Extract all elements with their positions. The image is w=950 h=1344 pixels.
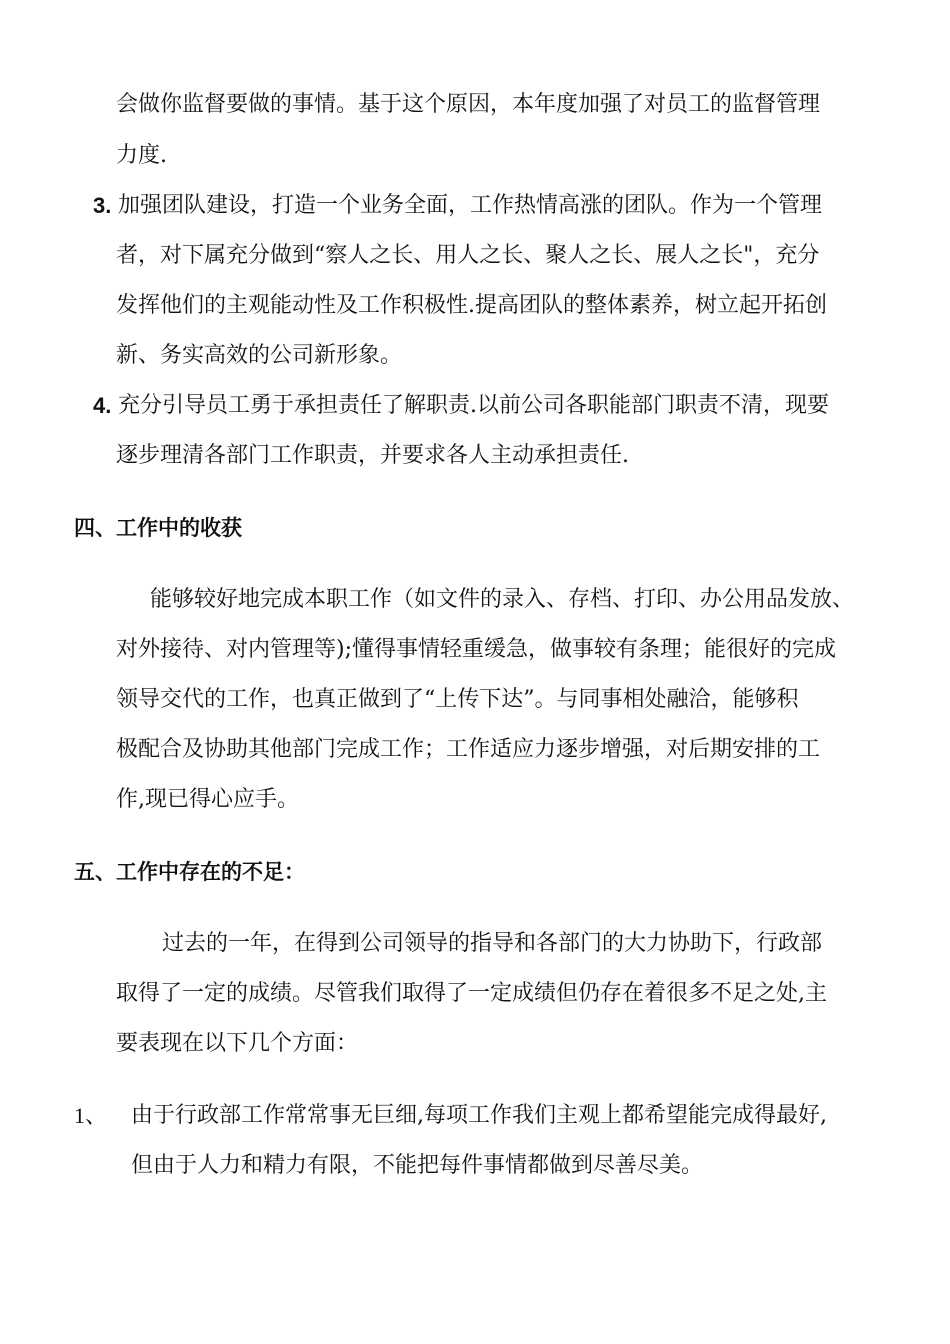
paragraph-line: 领导交代的工作，也真正做到了“上传下达”。与同事相处融洽，能够积: [116, 687, 799, 712]
paragraph-line: 对外接待、对内管理等);懂得事情轻重缓急，做事较有条理；能很好的完成: [116, 637, 836, 662]
list-number: 4.: [93, 393, 112, 418]
paragraph-line: 力度.: [116, 143, 167, 168]
section-heading: 四、工作中的收获: [74, 516, 242, 540]
list-item-line: 加强团队建设，打造一个业务全面，工作热情高涨的团队。作为一个管理: [118, 193, 823, 218]
paragraph-line: 取得了一定的成绩。尽管我们取得了一定成绩但仍存在着很多不足之处,主: [116, 981, 827, 1006]
paragraph-line: 作,现已得心应手。: [116, 787, 299, 812]
list-item-line: 新、务实高效的公司新形象。: [116, 343, 403, 368]
paragraph-line: 会做你监督要做的事情。基于这个原因，本年度加强了对员工的监督管理: [116, 92, 821, 117]
list-number: 1、: [74, 1103, 108, 1128]
list-item-line: 者，对下属充分做到“察人之长、用人之长、聚人之长、展人之长"，充分: [116, 243, 820, 268]
paragraph-line: 极配合及协助其他部门完成工作；工作适应力逐步增强，对后期安排的工: [116, 737, 821, 762]
list-item-line: 发挥他们的主观能动性及工作积极性.提高团队的整体素养，树立起开拓创: [116, 293, 827, 318]
section-heading: 五、工作中存在的不足：: [74, 860, 305, 884]
list-item-line: 充分引导员工勇于承担责任了解职责.以前公司各职能部门职责不清，现要: [118, 393, 829, 418]
list-item-line: 逐步理清各部门工作职责，并要求各人主动承担责任.: [116, 443, 629, 468]
list-item-line: 由于行政部工作常常事无巨细,每项工作我们主观上都希望能完成得最好,: [131, 1103, 827, 1128]
list-number: 3.: [93, 193, 112, 218]
paragraph-line: 能够较好地完成本职工作（如文件的录入、存档、打印、办公用品发放、: [150, 587, 855, 612]
list-item-line: 但由于人力和精力有限，不能把每件事情都做到尽善尽美。: [131, 1153, 704, 1178]
paragraph-line: 过去的一年，在得到公司领导的指导和各部门的大力协助下，行政部: [162, 931, 823, 956]
paragraph-line: 要表现在以下几个方面：: [116, 1031, 359, 1056]
